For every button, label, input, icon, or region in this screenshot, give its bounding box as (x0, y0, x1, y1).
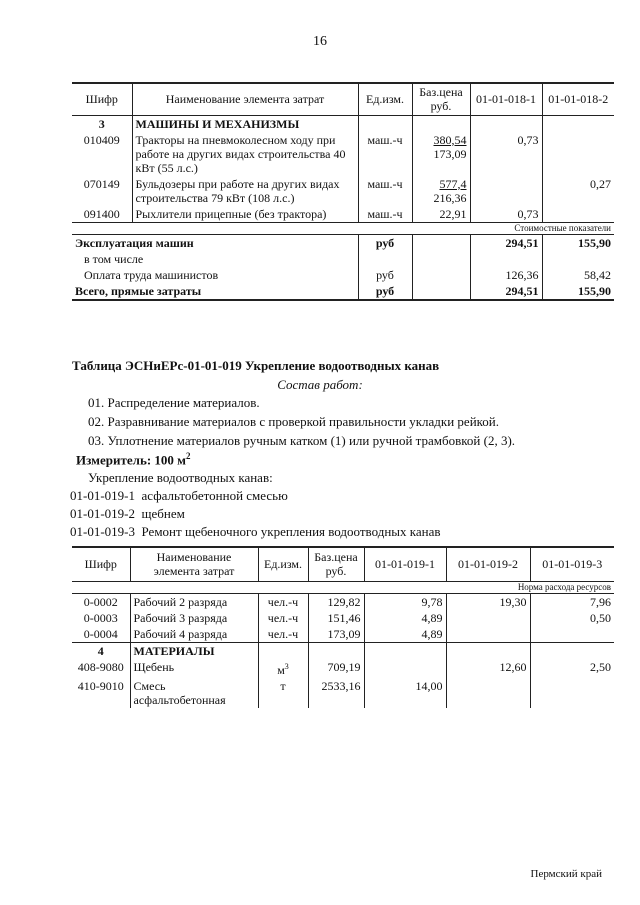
row-code: 0-0002 (83, 594, 118, 609)
summary-unit: руб (358, 234, 412, 251)
variants-intro: Укрепление водоотводных канав: (88, 470, 273, 485)
header-price: Баз.цена руб. (412, 83, 470, 115)
summary-col2: 155,90 (542, 283, 614, 300)
row-name: Смесь асфальтобетонная (130, 678, 258, 708)
summary-col2: 155,90 (542, 234, 614, 251)
variant-text: Ремонт щебеночного укрепления водоотводных канав (141, 524, 441, 539)
norm-band (72, 581, 614, 593)
row-name: Рабочий 2 разряда (130, 593, 258, 610)
row-value-col3: 0,50 (530, 610, 614, 626)
summary-unit: руб (358, 283, 412, 300)
summary-col1: 294,51 (470, 283, 542, 300)
row-price: 173,09 (308, 626, 364, 643)
row-value-col3: 2,50 (530, 659, 614, 678)
row-name: Тракторы на пневмоколесном ходу при работе на других видах строительства 40 кВт (55 л.с.) (132, 132, 358, 176)
row-value-col1: 9,78 (364, 593, 446, 610)
variant-item (70, 524, 441, 540)
row-price: 2533,16 (308, 678, 364, 708)
band-label: Норма расхода ресурсов (72, 581, 614, 593)
summary-row (72, 283, 614, 300)
row-price: 129,82 (308, 593, 364, 610)
row-code: 0-0004 (83, 626, 118, 641)
row-name: Щебень (130, 659, 258, 678)
table-row (72, 206, 614, 223)
summary-name: в том числе (84, 251, 144, 266)
row-unit: т (258, 678, 308, 708)
section-row (72, 642, 614, 659)
table-row (72, 659, 614, 678)
header-code: Шифр (72, 547, 130, 581)
section-row (72, 115, 614, 132)
summary-row (72, 234, 614, 251)
row-value-col1 (364, 659, 446, 678)
row-code: 408-9080 (77, 659, 124, 674)
summary-name: Всего, прямые затраты (72, 283, 358, 300)
table-row (72, 132, 614, 176)
meter-label: Измеритель: 100 м (76, 452, 187, 468)
header-col3: 01-01-019-3 (530, 547, 614, 581)
row-value-col1: 4,89 (364, 626, 446, 643)
header-col1: 01-01-019-1 (364, 547, 446, 581)
work-item: 01. Распределение материалов. (88, 395, 260, 410)
header-col2: 01-01-019-2 (446, 547, 530, 581)
summary-col1: 294,51 (470, 234, 542, 251)
header-unit: Ед.изм. (258, 547, 308, 581)
summary-col1: 126,36 (470, 267, 542, 283)
row-code: 070149 (83, 176, 120, 191)
row-name: Рабочий 4 разряда (130, 626, 258, 643)
composition-title: Состав работ: (277, 377, 363, 392)
summary-row (72, 267, 614, 283)
variant-code: 01-01-019-3 (70, 524, 135, 539)
row-price-base: 173,09 (433, 146, 467, 161)
header-col1: 01-01-018-1 (470, 83, 542, 115)
table-title: Таблица ЭСНиЕРс-01-01-019 Укрепление водоотводных канав (72, 358, 440, 373)
header-col2: 01-01-018-2 (542, 83, 614, 115)
row-value-col2: 12,60 (446, 659, 530, 678)
row-value-col1: 4,89 (364, 610, 446, 626)
summary-unit: руб (358, 267, 412, 283)
header-code: Шифр (72, 83, 132, 115)
row-value-col3: 7,96 (530, 593, 614, 610)
header-unit: Ед.изм. (358, 83, 412, 115)
section-code: 3 (98, 116, 105, 131)
row-value-col2 (542, 206, 614, 223)
unit-text: м (277, 662, 285, 677)
variant-text: асфальтобетонной смесью (141, 488, 288, 503)
header-price: Баз.цена руб. (308, 547, 364, 581)
row-price-current: 380,54 (433, 132, 467, 147)
row-value-col3 (530, 678, 614, 708)
page-number: 16 (313, 34, 327, 49)
row-name: Бульдозеры при работе на других видах строительства 79 кВт (108 л.с.) (132, 176, 358, 206)
row-unit (258, 659, 308, 678)
row-value-col2: 19,30 (446, 593, 530, 610)
section-code: 4 (97, 643, 104, 658)
meter-sup: 2 (186, 451, 191, 461)
variant-code: 01-01-019-1 (70, 488, 135, 503)
band-label: Стоимостные показатели (72, 222, 614, 234)
summary-name: Оплата труда машинистов (84, 267, 219, 282)
table-row (72, 593, 614, 610)
row-price-base: 216,36 (433, 190, 467, 205)
work-item: 03. Уплотнение материалов ручным катком (1) или ручной трамбовкой (2, 3). (88, 433, 516, 448)
unit-sup: 3 (284, 661, 289, 671)
summary-col2: 58,42 (542, 267, 614, 283)
summary-name: Эксплуатация машин (75, 235, 194, 250)
header-name: Наименование элемента затрат (132, 83, 358, 115)
footer-region: Пермский край (530, 868, 602, 880)
row-value-col1: 14,00 (364, 678, 446, 708)
table-row (72, 678, 614, 708)
variant-text: щебнем (141, 506, 185, 521)
meter-line (76, 451, 191, 468)
row-value-col2: 0,27 (542, 176, 614, 206)
row-price: 709,19 (308, 659, 364, 678)
row-price: 151,46 (308, 610, 364, 626)
cost-band (72, 222, 614, 234)
row-value-col2 (446, 678, 530, 708)
header-name: Наименование элемента затрат (130, 547, 258, 581)
section-name: МАШИНЫ И МЕХАНИЗМЫ (132, 115, 358, 132)
summary-row (72, 251, 614, 267)
row-name: Рабочий 3 разряда (130, 610, 258, 626)
row-unit: чел.-ч (258, 593, 308, 610)
row-value-col1: 0,73 (470, 206, 542, 223)
machines-table (72, 82, 614, 301)
row-unit: маш.-ч (358, 176, 412, 206)
resources-table (72, 546, 614, 708)
row-value-col3 (530, 626, 614, 643)
row-unit: маш.-ч (358, 206, 412, 223)
row-name: Рыхлители прицепные (без трактора) (132, 206, 358, 223)
row-code: 010409 (83, 132, 120, 147)
row-price-current: 577,4 (439, 176, 467, 191)
row-value-col2 (446, 610, 530, 626)
row-code: 0-0003 (83, 610, 118, 625)
row-value-col1: 0,73 (470, 132, 542, 176)
row-price: 22,91 (412, 206, 470, 223)
row-unit: чел.-ч (258, 610, 308, 626)
variant-item (70, 488, 288, 504)
row-unit: чел.-ч (258, 626, 308, 643)
variant-item (70, 506, 185, 522)
row-code: 091400 (83, 206, 120, 221)
table-row (72, 610, 614, 626)
row-value-col2 (446, 626, 530, 643)
table-row (72, 176, 614, 206)
work-item: 02. Разравнивание материалов с проверкой правильности укладки рейкой. (88, 414, 500, 429)
variant-code: 01-01-019-2 (70, 506, 135, 521)
row-unit: маш.-ч (358, 132, 412, 176)
row-value-col2 (542, 132, 614, 176)
row-value-col1 (470, 176, 542, 206)
table-row (72, 626, 614, 643)
row-code: 410-9010 (77, 678, 124, 693)
section-name: МАТЕРИАЛЫ (130, 642, 258, 659)
